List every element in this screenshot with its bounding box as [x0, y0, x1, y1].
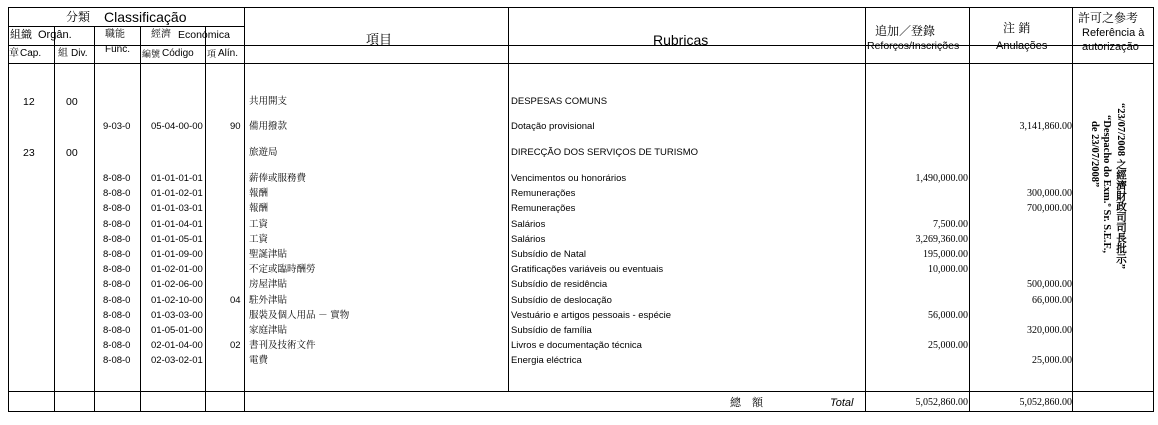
code-cell: 01-01-01-01	[151, 173, 203, 184]
code-cell: 05-04-00-00	[151, 121, 203, 132]
func-cell: 8-08-0	[103, 340, 131, 351]
border-left	[8, 7, 9, 412]
code-cell: 01-02-10-00	[151, 295, 203, 306]
ref-pt2: autorização	[1082, 41, 1139, 53]
div-pt: Div.	[71, 48, 88, 59]
item-zh-cell: 書刊及技術文件	[249, 340, 316, 351]
func-cell: 8-08-0	[103, 295, 131, 306]
func-cell: 8-08-0	[103, 173, 131, 184]
item-zh-cell: 家庭津貼	[249, 325, 288, 336]
func-cell: 8-08-0	[103, 355, 131, 366]
rubrica-cell: Dotação provisional	[511, 121, 595, 132]
rubrica-cell: Salários	[511, 234, 546, 245]
header-line	[8, 63, 1154, 64]
item-zh-cell: 工資	[249, 219, 269, 230]
border-top	[8, 7, 1154, 8]
alin-cell: 02	[230, 340, 241, 351]
cap-zh: 章	[9, 48, 19, 59]
anul-cell: 66,000.00	[1032, 295, 1072, 306]
rubrica-cell: Salários	[511, 219, 546, 230]
col-divider	[508, 7, 509, 391]
rubrica-cell: Subsídio de residência	[511, 279, 608, 290]
item-zh-cell: 服裝及個人用品 － 實物	[249, 310, 350, 321]
code-cell: 01-02-06-00	[151, 279, 203, 290]
col-divider	[1072, 7, 1073, 411]
rubrica-cell: Subsídio de família	[511, 325, 592, 336]
total-reforcos: 5,052,860.00	[915, 397, 968, 408]
anul-zh: 注 銷	[1003, 21, 1031, 35]
code-cell: 01-02-01-00	[151, 264, 203, 275]
reforcos-zh: 追加／登錄	[875, 24, 936, 38]
item-zh-cell: 駐外津貼	[249, 295, 288, 306]
code-cell: 01-01-04-01	[151, 219, 203, 230]
rubrica-cell: DESPESAS COMUNS	[511, 96, 608, 107]
border-right	[1153, 7, 1154, 412]
div-cell: 00	[66, 96, 78, 108]
total-zh: 總 額	[730, 397, 768, 409]
code-cell: 01-01-05-01	[151, 234, 203, 245]
func-cell: 8-08-0	[103, 234, 131, 245]
rubrica-cell: Subsídio de deslocação	[511, 295, 612, 306]
alin-zh: 項	[207, 49, 217, 59]
code-cell: 01-01-02-01	[151, 188, 203, 199]
rubrica-cell: Gratificações variáveis ou eventuais	[511, 264, 664, 275]
item-zh-cell: 不定或臨時酬勞	[249, 264, 316, 275]
item-zh-cell: 工資	[249, 234, 269, 245]
reforcos-cell: 1,490,000.00	[915, 173, 968, 184]
authorization-line3: de 23/07/2008”	[1089, 121, 1100, 188]
cap-cell: 23	[23, 147, 35, 159]
rubrica-cell: Vestuário e artigos pessoais - espécie	[511, 310, 672, 321]
item-zh: 項目	[366, 32, 393, 47]
col-divider	[140, 26, 141, 411]
code-cell: 01-01-09-00	[151, 249, 203, 260]
rubrica-cell: Remunerações	[511, 188, 576, 199]
ref-pt1: Referência à	[1082, 27, 1145, 39]
rubrica-cell: Remunerações	[511, 203, 576, 214]
func-cell: 8-08-0	[103, 249, 131, 260]
code-cell: 01-01-03-01	[151, 203, 203, 214]
func-cell: 8-08-0	[103, 279, 131, 290]
classif-zh: 分類	[66, 10, 91, 24]
border-bottom	[8, 411, 1154, 412]
item-zh-cell: 報酬	[249, 203, 269, 214]
col-divider	[205, 26, 206, 411]
reforcos-cell: 7,500.00	[933, 219, 968, 230]
anul-cell: 3,141,860.00	[1019, 121, 1072, 132]
code-pt: Código	[162, 48, 194, 59]
item-zh-cell: 電費	[249, 355, 269, 366]
reforcos-cell: 3,269,360.00	[915, 234, 968, 245]
cap-cell: 12	[23, 96, 35, 108]
reforcos-pt: Reforços/Inscrições	[867, 40, 960, 52]
total-line	[8, 391, 1154, 392]
col-divider	[54, 26, 55, 411]
alin-cell: 04	[230, 295, 241, 306]
col-divider	[865, 7, 866, 411]
func-cell: 8-08-0	[103, 188, 131, 199]
rubrica-cell: Subsídio de Natal	[511, 249, 586, 260]
func-cell: 8-08-0	[103, 203, 131, 214]
cap-pt: Cap.	[20, 48, 42, 59]
reforcos-cell: 195,000.00	[923, 249, 968, 260]
econ-zh: 經濟	[151, 29, 171, 40]
code-cell: 01-03-03-00	[151, 310, 203, 321]
code-zh: 編號	[142, 49, 161, 59]
classif-pt: Classificação	[104, 9, 187, 25]
reforcos-cell: 25,000.00	[928, 340, 968, 351]
func-pt: Func.	[105, 44, 131, 55]
authorization-line2: “Despacho do Exm.º Sr. S.E.F.,	[1101, 115, 1112, 254]
func-cell: 9-03-0	[103, 121, 131, 132]
anul-cell: 25,000.00	[1032, 355, 1072, 366]
item-zh-cell: 聖誕津貼	[249, 249, 288, 260]
code-cell: 02-01-04-00	[151, 340, 203, 351]
code-cell: 01-05-01-00	[151, 325, 203, 336]
rubrica-cell: Energia eléctrica	[511, 355, 582, 366]
col-divider	[969, 7, 970, 411]
org-zh: 組織	[10, 29, 32, 41]
alin-cell: 90	[230, 121, 241, 132]
header-line	[8, 45, 1154, 46]
ref-zh: 許可之參考	[1078, 11, 1139, 25]
func-cell: 8-08-0	[103, 264, 131, 275]
rubrica-cell: Livros e documentação técnica	[511, 340, 642, 351]
rubrica-cell: Vencimentos ou honorários	[511, 173, 627, 184]
anul-cell: 320,000.00	[1027, 325, 1072, 336]
total-pt: Total	[830, 397, 854, 409]
budget-table	[8, 7, 1154, 412]
div-zh: 組	[58, 48, 68, 59]
code-cell: 02-03-02-01	[151, 355, 203, 366]
total-anulacoes: 5,052,860.00	[1019, 397, 1072, 408]
anul-cell: 700,000.00	[1027, 203, 1072, 214]
div-cell: 00	[66, 147, 78, 159]
item-zh-cell: 共用開支	[249, 96, 288, 107]
reforcos-cell: 56,000.00	[928, 310, 968, 321]
anul-cell: 500,000.00	[1027, 279, 1072, 290]
authorization-line1: “23/07/2008 之經濟財政司司長批示”	[1115, 103, 1126, 269]
item-zh-cell: 備用撥款	[249, 121, 288, 132]
col-divider	[94, 26, 95, 411]
rubrica-cell: DIRECÇÃO DOS SERVIÇOS DE TURISMO	[511, 147, 699, 158]
rubricas: Rubricas	[653, 32, 709, 48]
item-zh-cell: 房屋津貼	[249, 279, 288, 290]
org-pt: Orgân.	[38, 29, 72, 41]
col-divider	[244, 7, 245, 411]
alin-pt: Alín.	[218, 48, 239, 59]
func-cell: 8-08-0	[103, 325, 131, 336]
func-cell: 8-08-0	[103, 310, 131, 321]
func-zh: 職能	[105, 29, 125, 40]
item-zh-cell: 旅遊局	[249, 147, 278, 158]
reforcos-cell: 10,000.00	[928, 264, 968, 275]
econ-pt: Económica	[178, 29, 230, 41]
item-zh-cell: 薪俸或服務費	[249, 173, 307, 184]
func-cell: 8-08-0	[103, 219, 131, 230]
header-line	[8, 26, 244, 27]
anul-cell: 300,000.00	[1027, 188, 1072, 199]
anul-pt: Anulações	[996, 40, 1048, 52]
item-zh-cell: 報酬	[249, 188, 269, 199]
